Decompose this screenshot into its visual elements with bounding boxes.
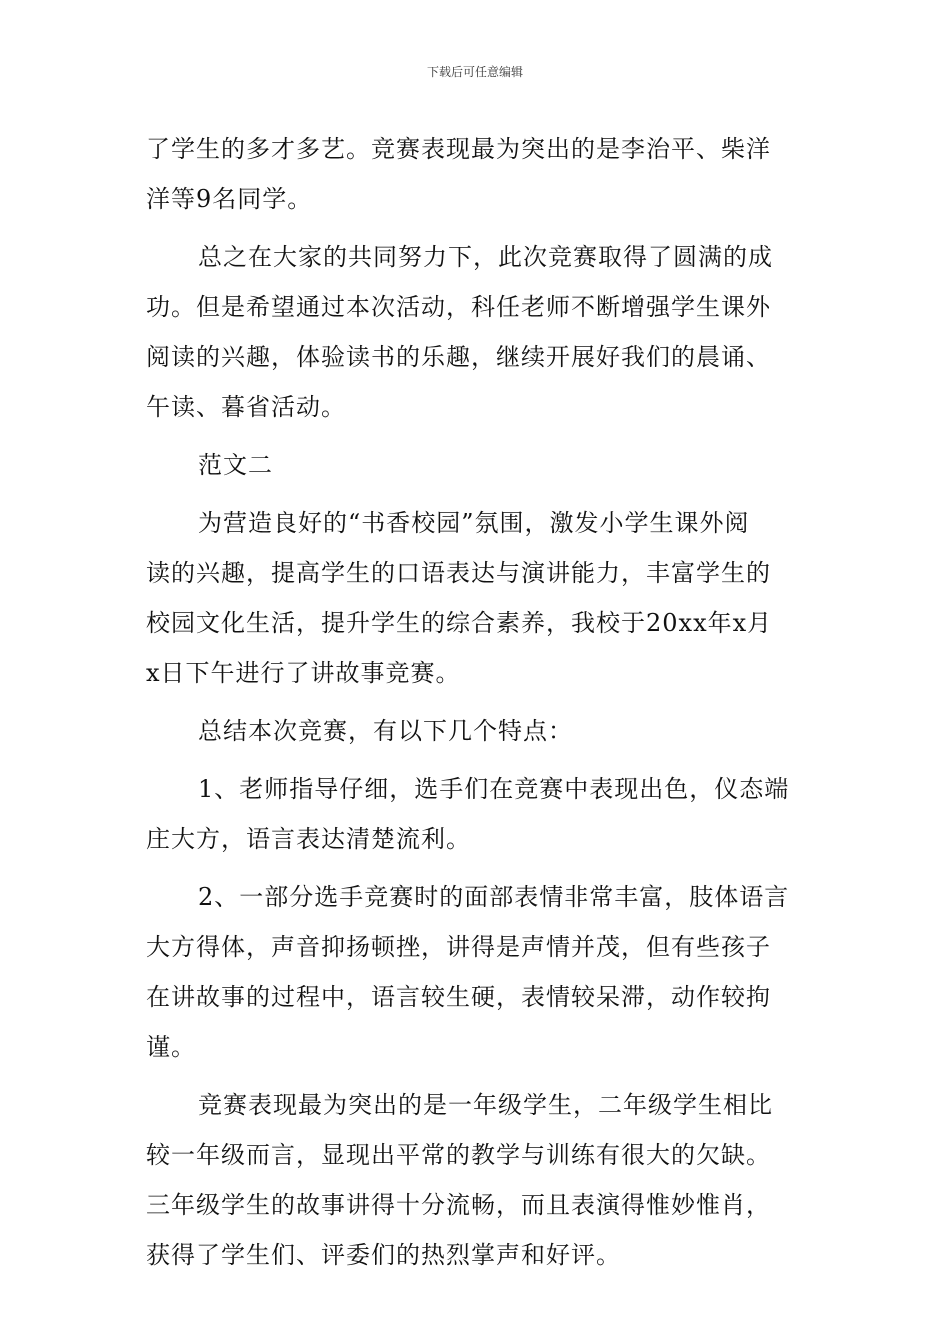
- text-line: 洋等9名同学。: [146, 185, 313, 213]
- text-line: 庄大方，语言表达清楚流利。: [146, 825, 471, 853]
- text-line: 功。但是希望通过本次活动，科任老师不断增强学生课外: [146, 293, 771, 321]
- paragraph-4: [146, 706, 810, 756]
- text-line: 总之在大家的共同努力下，此次竞赛取得了圆满的成: [198, 243, 773, 271]
- header-note: 下载后可任意编辑: [426, 65, 523, 79]
- text-line: x日下午进行了讲故事竞赛。: [146, 659, 461, 687]
- text-line: 阅读的兴趣，体验读书的乐趣，继续开展好我们的晨诵、: [146, 343, 771, 371]
- list-item-1: [146, 764, 810, 864]
- text-line: 较一年级而言，显现出平常的教学与训练有很大的欠缺。: [146, 1141, 771, 1169]
- document-body: [146, 124, 810, 1280]
- text-line: 2、一部分选手竞赛时的面部表情非常丰富，肢体语言: [198, 883, 790, 911]
- list-item-2: [146, 872, 810, 1072]
- text-line: 获得了学生们、评委们的热烈掌声和好评。: [146, 1241, 621, 1269]
- text-line: 大方得体，声音抑扬顿挫，讲得是声情并茂，但有些孩子: [146, 933, 771, 961]
- text-line: 三年级学生的故事讲得十分流畅，而且表演得惟妙惟肖，: [146, 1191, 771, 1219]
- paragraph-5: [146, 1080, 810, 1280]
- paragraph-2: [146, 232, 810, 432]
- paragraph-3: [146, 498, 810, 698]
- text-line: 为营造良好的“书香校园”氛围，激发小学生课外阅: [198, 509, 750, 537]
- paragraph-1: [146, 124, 810, 224]
- text-line: 读的兴趣，提高学生的口语表达与演讲能力，丰富学生的: [146, 559, 771, 587]
- text-line: 竞赛表现最为突出的是一年级学生，二年级学生相比: [198, 1091, 773, 1119]
- text-line: 谨。: [146, 1033, 196, 1061]
- text-line: 午读、暮省活动。: [146, 393, 346, 421]
- text-line: 总结本次竞赛，有以下几个特点：: [198, 717, 573, 745]
- text-line: 校园文化生活，提升学生的综合素养，我校于20xx年x月: [146, 609, 773, 637]
- section-heading: [146, 440, 810, 490]
- text-line: 1、老师指导仔细，选手们在竞赛中表现出色，仪态端: [198, 775, 790, 803]
- text-line: 在讲故事的过程中，语言较生硬，表情较呆滞，动作较拘: [146, 983, 771, 1011]
- text-line: 范文二: [198, 451, 273, 479]
- text-line: 了学生的多才多艺。竞赛表现最为突出的是李治平、柴洋: [146, 135, 771, 163]
